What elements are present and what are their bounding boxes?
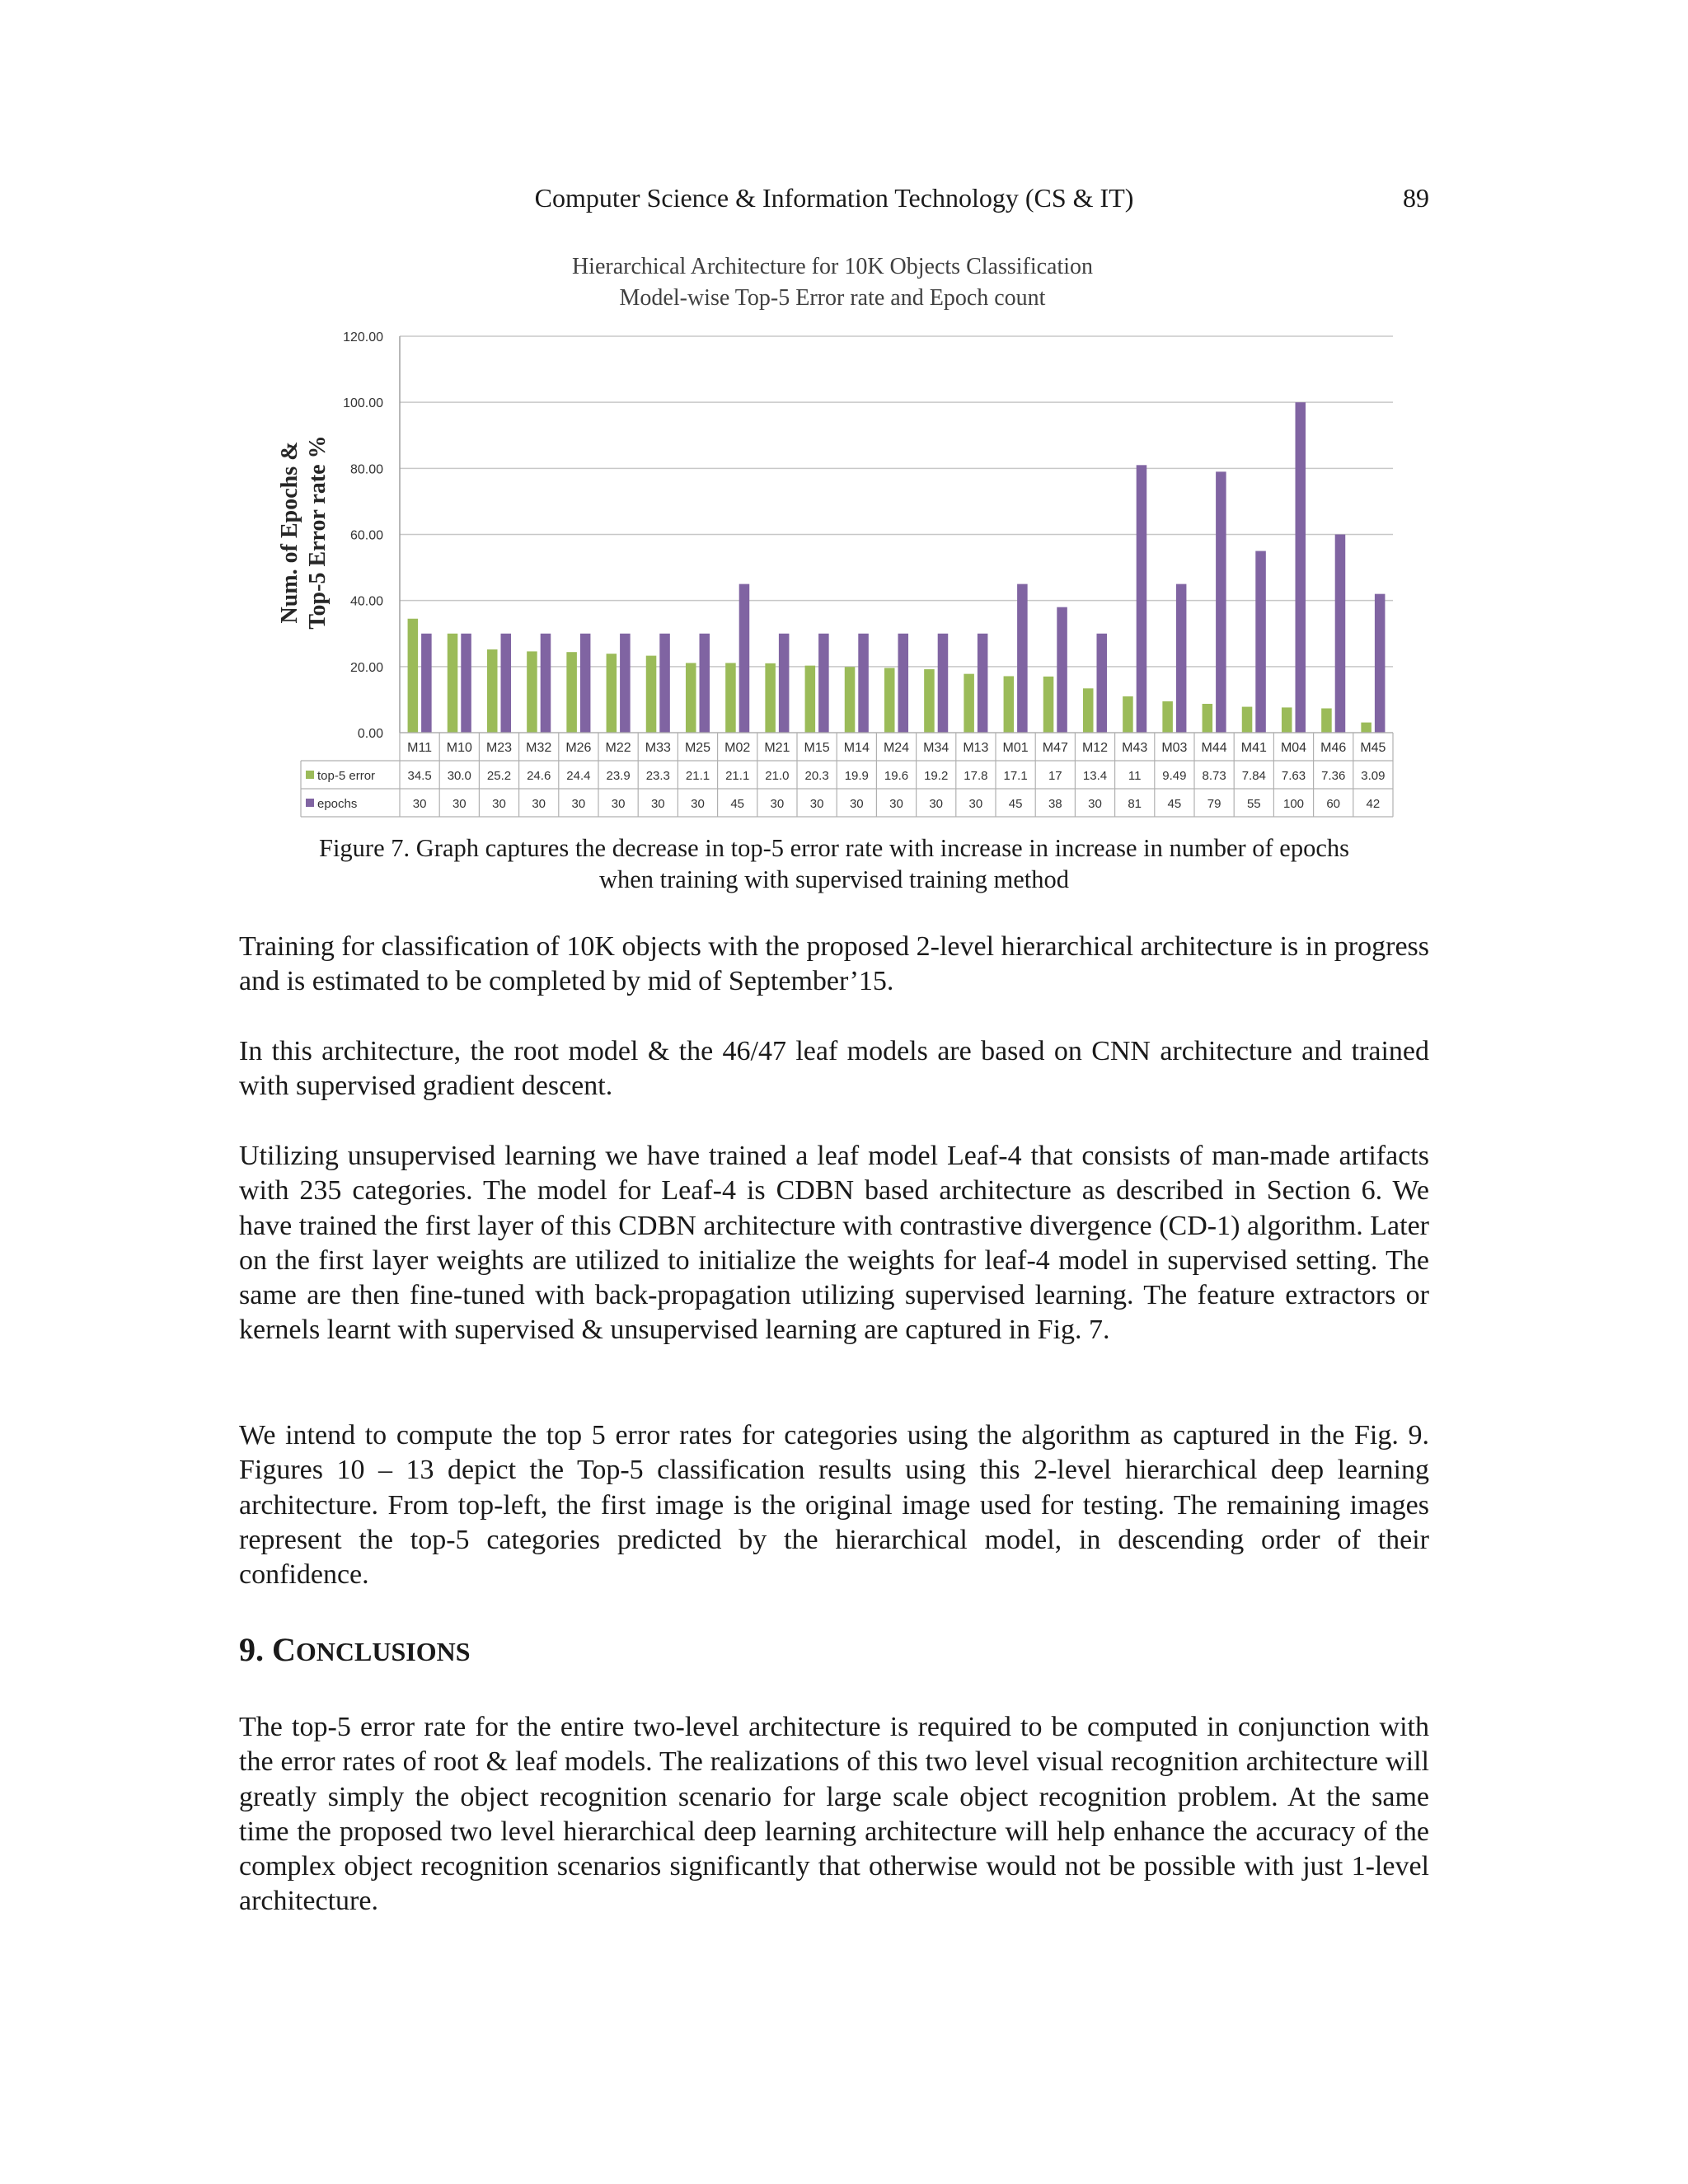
- data-label-epochs: 30: [492, 797, 506, 811]
- legend-swatch-top5-error: [306, 771, 314, 779]
- bar-top5-error: [686, 663, 696, 733]
- x-category-label: M46: [1320, 741, 1347, 755]
- y-axis-label-line2: Top-5 Error rate %: [305, 435, 331, 630]
- y-tick-label: 100.00: [343, 396, 383, 411]
- bar-top5-error: [1361, 723, 1372, 733]
- legend-swatch-epochs: [306, 799, 314, 807]
- data-label-top5-error: 21.0: [765, 769, 790, 783]
- caption-line-1: Figure 7. Graph captures the decrease in top-5 error rate with increase in increase in number of epochs: [319, 834, 1349, 862]
- bar-epochs: [580, 634, 591, 733]
- page-header: [239, 183, 1429, 224]
- bar-epochs: [1255, 551, 1266, 733]
- bar-epochs: [1137, 465, 1147, 733]
- bar-epochs: [978, 634, 988, 733]
- bar-top5-error: [765, 663, 776, 733]
- section-first-letter: C: [272, 1631, 296, 1668]
- x-category-label: M15: [804, 741, 830, 755]
- x-category-label: M43: [1122, 741, 1148, 755]
- bar-epochs: [1097, 634, 1108, 733]
- chart-title-line2: Model-wise Top-5 Error rate and Epoch count: [619, 285, 1046, 311]
- bar-epochs: [1335, 535, 1346, 733]
- data-label-epochs: 45: [730, 797, 745, 811]
- data-label-top5-error: 17: [1048, 769, 1062, 783]
- x-category-label: M13: [963, 741, 989, 755]
- bar-top5-error: [1043, 677, 1054, 733]
- bar-top5-error: [884, 668, 895, 733]
- bar-epochs: [700, 634, 710, 733]
- data-label-epochs: 38: [1048, 797, 1062, 811]
- paragraph-training-progress: Training for classification of 10K objects with the proposed 2-level hierarchical architecture is in progress and is estimated to be completed by mid of September’15.: [239, 931, 1429, 997]
- data-label-top5-error: 21.1: [725, 769, 750, 783]
- data-label-epochs: 60: [1326, 797, 1341, 811]
- data-label-epochs: 45: [1008, 797, 1023, 811]
- y-tick-label: 20.00: [349, 660, 383, 675]
- bar-epochs: [938, 634, 949, 733]
- bar-epochs: [739, 584, 750, 733]
- data-label-epochs: 30: [889, 797, 903, 811]
- data-label-top5-error: 13.4: [1082, 769, 1108, 783]
- data-label-epochs: 42: [1366, 797, 1381, 811]
- legend-label-top5-error: top-5 error: [317, 769, 376, 783]
- bar-top5-error: [408, 619, 419, 733]
- data-label-epochs: 30: [650, 797, 665, 811]
- x-category-label: M32: [526, 741, 552, 755]
- data-label-top5-error: 24.6: [527, 769, 551, 783]
- data-label-top5-error: 7.36: [1321, 769, 1346, 783]
- bar-top5-error: [1123, 696, 1133, 733]
- x-category-label: M12: [1081, 741, 1109, 755]
- data-label-top5-error: 19.6: [884, 769, 909, 783]
- data-label-top5-error: 19.9: [844, 769, 869, 783]
- data-label-top5-error: 17.1: [1003, 769, 1028, 783]
- bar-top5-error: [448, 634, 458, 733]
- bar-epochs: [1057, 607, 1067, 733]
- bar-top5-error: [607, 654, 617, 733]
- bar-top5-error: [1203, 704, 1213, 733]
- x-category-label: M24: [883, 741, 910, 755]
- bar-epochs: [421, 634, 432, 733]
- data-label-epochs: 30: [929, 797, 944, 811]
- paragraph-conclusions: The top-5 error rate for the entire two-level architecture is required to be computed in conjunction with the error rates of root & leaf models. The realizations of this two level visual recognition architecture will greatly simply the object recognition scenario for large scale object recognition problem. At the same time the proposed two level hierarchical deep learning architecture will help enhance the accuracy of the complex object recognition scenarios significantly that otherwise would not be possible with just 1-level architecture.: [239, 1712, 1429, 1917]
- bar-top5-error: [1004, 676, 1015, 733]
- x-category-label: M26: [565, 741, 592, 755]
- x-category-label: M41: [1240, 741, 1267, 755]
- x-category-label: M03: [1161, 741, 1188, 755]
- section-number: 9.: [239, 1631, 272, 1668]
- bar-epochs: [1375, 594, 1386, 733]
- bar-epochs: [1296, 402, 1306, 733]
- bar-epochs: [620, 634, 631, 733]
- bar-top5-error: [725, 663, 736, 733]
- page-number: 89: [1403, 183, 1429, 213]
- running-title: Computer Science & Information Technology (CS & IT): [534, 183, 1134, 213]
- x-category-label: M02: [724, 741, 751, 755]
- bar-epochs: [461, 634, 471, 733]
- y-tick-label: 0.00: [357, 727, 383, 741]
- bar-epochs: [779, 634, 790, 733]
- figure-7-chart: [256, 244, 1409, 821]
- chart-svg: [256, 244, 1409, 821]
- bar-top5-error: [924, 669, 935, 733]
- data-label-top5-error: 7.84: [1241, 769, 1266, 783]
- bar-epochs: [818, 634, 829, 733]
- bar-epochs: [1216, 471, 1226, 733]
- x-category-label: M25: [684, 741, 711, 755]
- data-label-top5-error: 21.1: [685, 769, 710, 783]
- section-heading-conclusions: [239, 1630, 471, 1669]
- bar-epochs: [659, 634, 670, 733]
- bar-epochs: [858, 634, 869, 733]
- y-tick-label: 60.00: [349, 528, 383, 543]
- data-label-epochs: 79: [1207, 797, 1221, 811]
- bar-top5-error: [527, 651, 537, 733]
- data-label-top5-error: 30.0: [447, 769, 471, 783]
- data-label-top5-error: 19.2: [924, 769, 949, 783]
- data-label-top5-error: 3.09: [1361, 769, 1386, 783]
- data-label-top5-error: 23.3: [645, 769, 670, 783]
- bar-top5-error: [1083, 688, 1094, 733]
- bar-epochs: [898, 634, 909, 733]
- x-category-label: M14: [843, 741, 870, 755]
- data-label-top5-error: 23.9: [606, 769, 631, 783]
- figure-caption: [239, 832, 1429, 895]
- bar-top5-error: [646, 656, 657, 733]
- legend-label-epochs: epochs: [317, 797, 358, 811]
- section-title-rest: ONCLUSIONS: [295, 1637, 471, 1666]
- data-label-epochs: 30: [532, 797, 546, 811]
- y-tick-label: 80.00: [349, 462, 383, 477]
- x-category-label: M01: [1002, 741, 1029, 755]
- data-label-top5-error: 7.63: [1281, 769, 1306, 783]
- data-label-epochs: 30: [611, 797, 626, 811]
- caption-line-2: when training with supervised training method: [598, 865, 1070, 893]
- data-label-epochs: 55: [1246, 797, 1261, 811]
- bar-top5-error: [487, 649, 498, 733]
- paragraph-top5-results: We intend to compute the top 5 error rates for categories using the algorithm as captured in the Fig. 9. Figures 10 – 13 depict the Top-5 classification results using this 2-level hierarchical deep learning architecture. From top-left, the first image is the original image used for testing. The remaining images represent the top-5 categories predicted by the hierarchical model, in descending order of their confidence.: [239, 1420, 1429, 1591]
- x-category-label: M34: [923, 741, 950, 755]
- bar-top5-error: [1282, 707, 1292, 733]
- y-tick-label: 120.00: [343, 330, 383, 344]
- data-label-epochs: 30: [571, 797, 586, 811]
- x-category-label: M47: [1042, 741, 1068, 755]
- bar-top5-error: [845, 667, 856, 733]
- bar-top5-error: [566, 652, 577, 733]
- data-label-epochs: 100: [1282, 797, 1305, 811]
- bar-epochs: [541, 634, 551, 733]
- data-label-epochs: 30: [809, 797, 824, 811]
- data-label-top5-error: 8.73: [1202, 769, 1226, 783]
- y-axis-label-line1: Num. of Epochs &: [277, 441, 302, 624]
- x-category-label: M04: [1280, 741, 1307, 755]
- data-label-epochs: 81: [1128, 797, 1142, 811]
- chart-title-line1: Hierarchical Architecture for 10K Objects Classification: [571, 254, 1094, 279]
- bar-top5-error: [1162, 701, 1173, 733]
- bar-epochs: [501, 634, 512, 733]
- data-label-top5-error: 17.8: [964, 769, 988, 783]
- x-category-label: M11: [407, 741, 433, 755]
- data-label-epochs: 30: [849, 797, 864, 811]
- bar-top5-error: [1242, 707, 1253, 733]
- bar-top5-error: [964, 674, 974, 733]
- x-category-label: M10: [446, 741, 472, 755]
- data-label-epochs: 30: [691, 797, 705, 811]
- data-label-epochs: 30: [1088, 797, 1102, 811]
- data-label-top5-error: 20.3: [804, 769, 829, 783]
- data-label-top5-error: 11: [1128, 769, 1142, 783]
- paragraph-unsupervised: Utilizing unsupervised learning we have trained a leaf model Leaf-4 that consists of man-made artifacts with 235 categories. The model for Leaf-4 is CDBN based architecture as described in Section 6. We have trained the first layer of this CDBN architecture with contrastive divergence (CD-1) algorithm. Later on the first layer weights are utilized to initialize the weights for leaf-4 model in supervised setting. The same are then fine-tuned with back-propagation utilizing supervised learning. The feature extractors or kernels learnt with supervised & unsupervised learning are captured in Fig. 7.: [239, 1141, 1429, 1346]
- x-category-label: M23: [485, 741, 513, 755]
- data-label-epochs: 30: [412, 797, 427, 811]
- data-label-top5-error: 24.4: [566, 769, 591, 783]
- x-category-label: M45: [1360, 741, 1386, 755]
- paragraph-architecture: In this architecture, the root model & the 46/47 leaf models are based on CNN architecture and trained with supervised gradient descent.: [239, 1036, 1429, 1102]
- data-label-epochs: 30: [968, 797, 983, 811]
- bar-epochs: [1017, 584, 1028, 733]
- x-category-label: M44: [1201, 741, 1227, 755]
- x-category-label: M33: [645, 741, 671, 755]
- data-label-epochs: 30: [452, 797, 467, 811]
- data-label-epochs: 30: [770, 797, 785, 811]
- x-category-label: M22: [605, 741, 631, 755]
- x-category-label: M21: [764, 741, 790, 755]
- y-tick-label: 40.00: [349, 594, 383, 609]
- data-label-top5-error: 25.2: [486, 769, 512, 783]
- data-label-top5-error: 34.5: [407, 769, 432, 783]
- data-label-epochs: 45: [1167, 797, 1182, 811]
- bar-top5-error: [1321, 708, 1332, 733]
- bar-epochs: [1176, 584, 1187, 733]
- bar-top5-error: [805, 666, 816, 733]
- data-label-top5-error: 9.49: [1162, 769, 1187, 783]
